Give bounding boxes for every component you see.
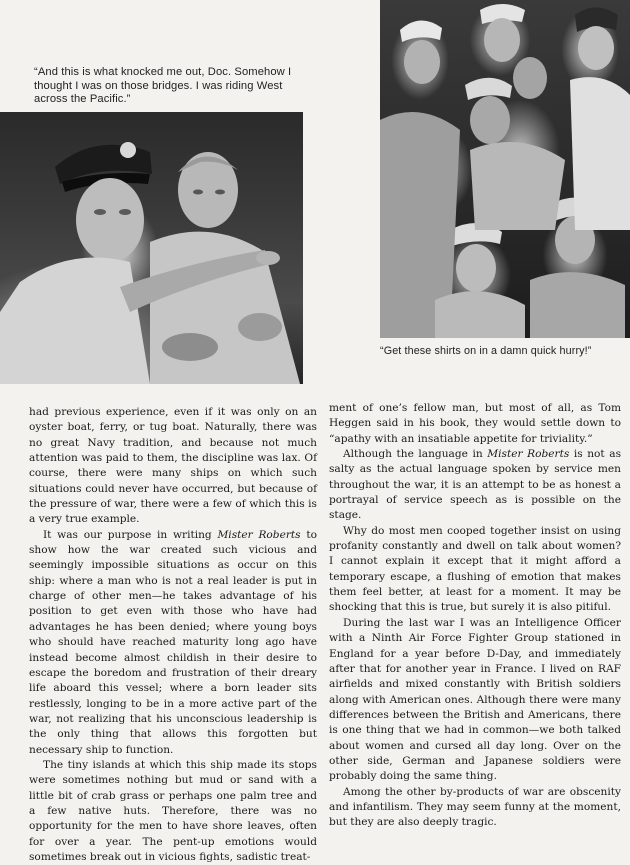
paragraph: The tiny islands at which this ship made its stops were sometimes nothing but mud or sand with a little bit of crab grass or perhaps one palm tree and a few native huts. Therefore, there was no opportunity for the men to have shore leaves, often for over a year. The pent-up emotions would sometimes break out in vicious fights, sadistic treat-: [29, 758, 317, 863]
photo-caption-top: “And this is what knocked me out, Doc. Somehow I thought I was on those bridges. I was riding West across the Pacific.”: [34, 66, 292, 105]
play-title: Mister Roberts: [217, 528, 301, 541]
paragraph: ment of one’s fellow man, but most of all, as Tom Heggen said in his book, they would settle down to “apathy with an insatiable appetite for triviality.”: [329, 402, 621, 445]
photo-caption-right: “Get these shirts on in a damn quick hurry!”: [380, 345, 592, 357]
paragraph: Among the other by-products of war are obscenity and infantilism. They may seem funny at the moment, but they are also deeply tragic.: [329, 785, 621, 829]
photo-officers: [0, 112, 303, 384]
paragraph: Why do most men cooped together insist on using profanity constantly and dwell on talk about women? I cannot explain it except that it might afford a temporary escape, a flushing of emotion that makes them feel better, at least for a moment. It may be shocking that this is true, but surely it is also pitiful.: [329, 524, 621, 614]
paragraph: During the last war I was an Intelligence Officer with a Ninth Air Force Fighter Group stationed in England for a year before D-Day, and immediately after that for another year in France. I lived on RAF airfields and mixed constantly with British soldiers along with American ones. Although there were many differences between the British and Americans, there is one thing that we had in common—we both talked about women and cursed all day long. Over on the other side, German and Japanese soldiers were probably doing the same thing.: [329, 616, 621, 783]
paragraph: had previous experience, even if it was only on an oyster boat, ferry, or tug boat. Naturally, there was no great Navy tradition, and because not much attention was paid to them, the discipline was lax. Of course, there were many ships on which such situations could never have occurred, but because of the pressure of war, there were a few of which this is a very true example.: [29, 406, 317, 526]
paragraph: It was our purpose in writing Mister Roberts to show how the war created such vicious and seemingly impossible situations as occur on this ship: where a man who is not a real leader is put in charge of other men—he takes advantage of his position to get even with those who have had advantages he has been denied; where young boys who should have reached maturity long ago have instead become almost childish in their desire to escape the boredom and frustration of their dreary life aboard this vessel; where a born leader sits restlessly, longing to be in a more active part of the war, not realizing that his unconscious leadership is the only thing that allows this forgotten but necessary ship to function.: [29, 528, 317, 756]
play-title: Mister Roberts: [487, 448, 570, 461]
body-column-right: [329, 401, 621, 831]
body-column-left: [29, 405, 317, 865]
paragraph: Although the language in Mister Roberts is not as salty as the actual language spoken by service men throughout the war, it is an attempt to be as honest a portrayal of service speech as is possible on the stage.: [329, 448, 622, 522]
photo-sailors: [380, 0, 630, 338]
